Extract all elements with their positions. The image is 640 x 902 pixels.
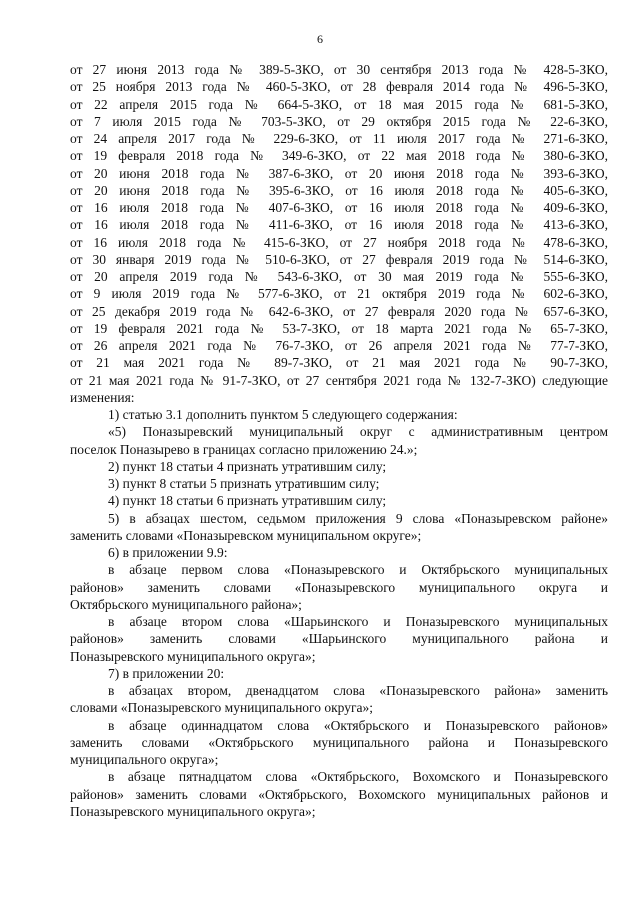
- text-line: районов» заменить словами «Шарьинского муниципального района и: [70, 631, 608, 647]
- text-line: 3) пункт 8 статьи 5 признать утратившим силу;: [108, 476, 380, 491]
- text-line: 4) пункт 18 статьи 6 признать утратившим силу;: [108, 493, 387, 509]
- text-line: заменить словами «Поназыревском муниципальном округе»;: [70, 527, 422, 543]
- text-line: от 19 февраля 2021 года № 53-7-ЗКО, от 18 марта 2021 года № 65-7-ЗКО,: [70, 320, 608, 336]
- text-line: районов» заменить словами «Поназыревского муниципального округа и: [70, 579, 608, 595]
- text-line: от 21 мая 2021 года № 89-7-ЗКО, от 21 мая 2021 года № 90-7-ЗКО,: [70, 355, 608, 371]
- text-line: словами «Поназыревского муниципального округа»;: [70, 700, 374, 716]
- text-line: от 27 июня 2013 года № 389-5-ЗКО, от 30 сентября 2013 года № 428-5-ЗКО,: [70, 62, 608, 77]
- text-line: 5) в абзацах шестом, седьмом приложения 9 слова «Поназыревском районе»: [108, 510, 608, 526]
- text-line: в абзаце втором слова «Шарьинского и Поназыревского муниципальных: [108, 614, 608, 629]
- text-line: районов» заменить словами «Октябрьского, Вохомского муниципальных районов и: [70, 786, 608, 802]
- text-line: от 22 апреля 2015 года № 664-5-ЗКО, от 18 мая 2015 года № 681-5-ЗКО,: [70, 96, 608, 112]
- text-line: от 16 июля 2018 года № 407-6-ЗКО, от 16 июля 2018 года № 409-6-ЗКО,: [70, 200, 608, 215]
- text-line: муниципального округа»;: [70, 752, 219, 767]
- text-line: 2) пункт 18 статьи 4 признать утратившим силу;: [108, 458, 387, 474]
- text-line: 6) в приложении 9.9:: [108, 545, 228, 560]
- text-line: 7) в приложении 20:: [108, 665, 225, 681]
- text-line: от 20 июня 2018 года № 395-6-ЗКО, от 16 июля 2018 года № 405-6-ЗКО,: [70, 182, 608, 198]
- text-line: в абзаце одиннадцатом слова «Октябрьского и Поназыревского районов»: [108, 717, 608, 733]
- text-line: поселок Поназырево в границах согласно приложению 24.»;: [70, 441, 418, 457]
- document-body: [70, 61, 608, 820]
- text-line: в абзаце первом слова «Поназыревского и Октябрьского муниципальных: [108, 562, 608, 578]
- text-line: в абзаце пятнадцатом слова «Октябрьского, Вохомского и Поназыревского: [108, 769, 608, 785]
- text-line: от 16 июля 2018 года № 415-6-ЗКО, от 27 ноября 2018 года № 478-6-ЗКО,: [70, 234, 608, 250]
- text-line: Поназыревского муниципального округа»;: [70, 648, 316, 664]
- text-line: в абзацах втором, двенадцатом слова «Поназыревского района» заменить: [108, 683, 608, 698]
- text-line: от 30 января 2019 года № 510-6-ЗКО, от 27 февраля 2019 года № 514-6-ЗКО,: [70, 251, 608, 267]
- text-line: от 19 февраля 2018 года № 349-6-ЗКО, от 22 мая 2018 года № 380-6-ЗКО,: [70, 148, 608, 164]
- text-line: от 20 июня 2018 года № 387-6-ЗКО, от 20 июня 2018 года № 393-6-ЗКО,: [70, 165, 608, 181]
- text-line: от 7 июля 2015 года № 703-5-ЗКО, от 29 октября 2015 года № 22-6-ЗКО,: [70, 113, 608, 129]
- text-line: Поназыревского муниципального округа»;: [70, 803, 316, 819]
- page-number: 6: [317, 32, 323, 46]
- text-line: от 25 ноября 2013 года № 460-5-ЗКО, от 28 февраля 2014 года № 496-5-ЗКО,: [70, 79, 608, 95]
- text-line: от 21 мая 2021 года № 91-7-ЗКО, от 27 сентября 2021 года № 132-7-ЗКО) следующие: [70, 372, 608, 388]
- text-line: заменить словами «Октябрьского муниципального района и Поназыревского: [70, 734, 608, 750]
- text-line: «5) Поназыревский муниципальный округ с административным центром: [108, 424, 608, 440]
- text-line: от 25 декабря 2019 года № 642-6-ЗКО, от 27 февраля 2020 года № 657-6-ЗКО,: [70, 303, 608, 319]
- text-line: 1) статью 3.1 дополнить пунктом 5 следующего содержания:: [108, 407, 458, 422]
- text-line: от 20 апреля 2019 года № 543-6-ЗКО, от 30 мая 2019 года № 555-6-ЗКО,: [70, 269, 608, 284]
- text-line: от 9 июля 2019 года № 577-6-ЗКО, от 21 октября 2019 года № 602-6-ЗКО,: [70, 286, 608, 302]
- text-line: Октябрьского муниципального района»;: [70, 596, 302, 612]
- text-line: от 24 апреля 2017 года № 229-6-ЗКО, от 11 июля 2017 года № 271-6-ЗКО,: [70, 131, 608, 146]
- text-line: от 26 апреля 2021 года № 76-7-ЗКО, от 26 апреля 2021 года № 77-7-ЗКО,: [70, 338, 608, 353]
- text-line: от 16 июля 2018 года № 411-6-ЗКО, от 16 июля 2018 года № 413-6-ЗКО,: [70, 217, 608, 233]
- text-line: изменения:: [70, 389, 135, 405]
